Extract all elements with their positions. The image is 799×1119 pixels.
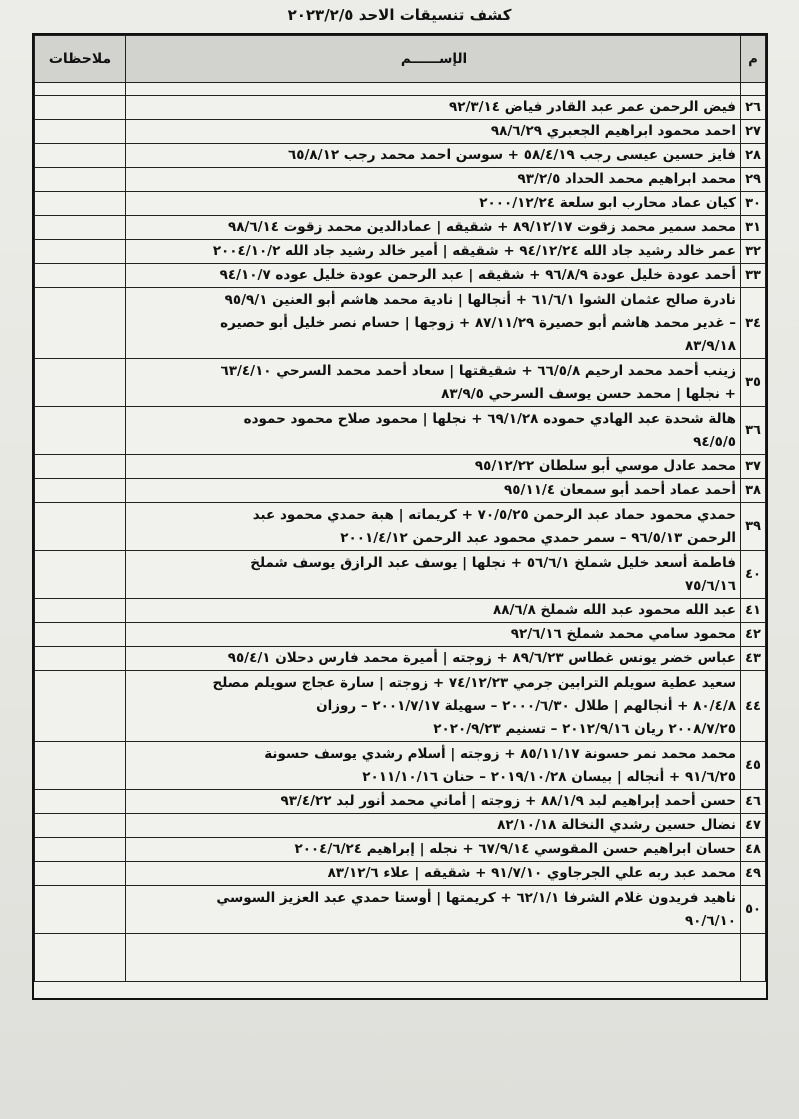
row-name-cell: [126, 790, 741, 814]
name-line: محمد عادل موسي أبو سلطان ٩٥/١٢/٢٢: [474, 458, 736, 474]
table-row: [35, 886, 766, 934]
row-number: ٣٣: [741, 264, 766, 288]
blank-cell: [741, 934, 766, 982]
table-row: [35, 96, 766, 120]
row-number: ٣٢: [741, 240, 766, 264]
row-notes-cell: [35, 168, 126, 192]
row-notes-cell: [35, 647, 126, 671]
row-number: ٣٥: [741, 359, 766, 407]
row-notes-cell: [35, 623, 126, 647]
name-line: أحمد عودة خليل عودة ٩٦/٨/٩ + شقيقه | عبد الرحمن عودة خليل عوده ٩٤/١٠/٧: [219, 267, 736, 283]
row-number: ٤٤: [741, 671, 766, 742]
header-name-label: الإســــــم: [400, 50, 468, 67]
row-notes-cell: [35, 886, 126, 934]
row-notes-cell: [35, 551, 126, 599]
name-line: ٢٠٠٨/٧/٢٥ ريان ٢٠١٢/٩/١٦ – تسنيم ٢٠٢٠/٩/٢٣: [433, 720, 736, 737]
name-line: فايز حسين عيسى رجب ٥٨/٤/١٩ + سوسن احمد محمد رجب ٦٥/٨/١٢: [288, 147, 736, 163]
row-notes-cell: [35, 96, 126, 120]
blank-cell: [35, 934, 126, 982]
row-name-cell: [126, 742, 741, 790]
row-notes-cell: [35, 814, 126, 838]
table-body: [35, 83, 766, 982]
row-number: ٤٠: [741, 551, 766, 599]
name-line: عباس خضر يونس غطاس ٨٩/٦/٢٣ + زوجته | أميرة محمد فارس دحلان ٩٥/٤/١: [227, 650, 736, 666]
row-name-cell: [126, 144, 741, 168]
row-name-cell: [126, 886, 741, 934]
row-number: ٤٧: [741, 814, 766, 838]
row-notes-cell: [35, 264, 126, 288]
name-line: محمد محمد نمر حسونة ٨٥/١١/١٧ + زوجته | أسلام رشدي يوسف حسونة: [264, 745, 736, 762]
row-notes-cell: [35, 288, 126, 359]
row-name-cell: [126, 623, 741, 647]
table-row: [35, 742, 766, 790]
name-line: – غدير محمد هاشم أبو حصيرة ٨٧/١١/٢٩ + زوجها | حسام نصر خليل أبو حصيره: [220, 314, 736, 331]
row-notes-cell: [35, 862, 126, 886]
header-name: [126, 36, 741, 83]
row-notes-cell: [35, 120, 126, 144]
table-row: [35, 814, 766, 838]
row-notes-cell: [35, 407, 126, 455]
row-number: ٣٤: [741, 288, 766, 359]
row-name-cell: [126, 407, 741, 455]
name-line: محمود سامي محمد شملخ ٩٢/٦/١٦: [510, 626, 736, 642]
row-name-cell: [126, 479, 741, 503]
row-name-cell: [126, 814, 741, 838]
table-row: [35, 647, 766, 671]
row-number: ٤١: [741, 599, 766, 623]
table-row: [35, 264, 766, 288]
table-row: [35, 623, 766, 647]
row-name-cell: [126, 120, 741, 144]
row-name-cell: [126, 96, 741, 120]
name-line: عمر خالد رشيد جاد الله ٩٤/١٢/٢٤ + شقيقه | أمير خالد رشيد جاد الله ٢٠٠٤/١٠/٢: [212, 243, 736, 259]
header-notes: ملاحظات: [35, 36, 126, 83]
name-line: نادرة صالح عثمان الشوا ٦١/٦/١ + أنجالها | نادية محمد هاشم أبو العنين ٩٥/٩/١: [224, 291, 736, 308]
row-notes-cell: [35, 479, 126, 503]
name-line: فيض الرحمن عمر عبد القادر فياض ٩٢/٣/١٤: [448, 99, 736, 115]
row-number: ٢٦: [741, 96, 766, 120]
table-row: [35, 503, 766, 551]
name-line: سعيد عطية سويلم الترابين جرمي ٧٤/١٢/٢٣ + زوجته | سارة عجاج سويلم مصلح: [212, 674, 736, 691]
row-name-cell: [126, 551, 741, 599]
name-line: ٨٠/٤/٨ + أنجالهم | طلال ٢٠٠٠/٦/٣٠ – سهيلة ٢٠٠١/٧/١٧ – روزان: [316, 697, 736, 714]
name-line: ٧٥/٦/١٦: [684, 577, 736, 594]
row-number: ٤٣: [741, 647, 766, 671]
row-notes-cell: [35, 240, 126, 264]
row-name-cell: [126, 288, 741, 359]
row-number: ٢٧: [741, 120, 766, 144]
name-line: احمد محمود ابراهيم الجعبري ٩٨/٦/٢٩: [490, 123, 736, 139]
table-row: [35, 551, 766, 599]
name-line: الرحمن ٩٦/٥/١٣ – سمر حمدي محمود عبد الرحمن ٢٠٠١/٤/١٢: [340, 529, 736, 546]
row-name-cell: [126, 862, 741, 886]
name-line: حسن أحمد إبراهيم لبد ٨٨/١/٩ + زوجته | أماني محمد أنور لبد ٩٣/٤/٢٢: [280, 793, 736, 809]
table-row: [35, 144, 766, 168]
row-name-cell: [126, 240, 741, 264]
row-notes-cell: [35, 671, 126, 742]
table-row: [35, 168, 766, 192]
row-number: ٤٢: [741, 623, 766, 647]
name-line: أحمد عماد أحمد أبو سمعان ٩٥/١١/٤: [504, 482, 736, 498]
table-row: [35, 838, 766, 862]
row-name-cell: [126, 168, 741, 192]
name-line: حسان ابراهيم حسن المقوسي ٦٧/٩/١٤ + نجله | إبراهيم ٢٠٠٤/٦/٢٤: [294, 841, 736, 857]
row-name-cell: [126, 671, 741, 742]
header-number: م: [741, 36, 766, 83]
name-line: ٩٠/٦/١٠: [684, 912, 736, 929]
row-number: ٣٩: [741, 503, 766, 551]
row-number: ٢٩: [741, 168, 766, 192]
table-row: [35, 192, 766, 216]
row-name-cell: [126, 455, 741, 479]
blank-row: [35, 934, 766, 982]
row-name-cell: [126, 838, 741, 862]
page-title: كشف تنسيقات الاحد ٢٠٢٣/٢/٥: [287, 6, 512, 24]
row-number: ٤٨: [741, 838, 766, 862]
name-line: ٨٣/٩/١٨: [684, 337, 736, 354]
row-number: ٣٦: [741, 407, 766, 455]
row-notes-cell: [35, 790, 126, 814]
name-line: نضال حسين رشدي النخالة ٨٢/١٠/١٨: [497, 817, 736, 833]
name-line: كيان عماد محارب ابو سلعة ٢٠٠٠/١٢/٢٤: [479, 195, 736, 211]
row-number: ٣٧: [741, 455, 766, 479]
row-notes-cell: [35, 742, 126, 790]
row-number: ٣١: [741, 216, 766, 240]
name-line: فاطمة أسعد خليل شملخ ٥٦/٦/١ + نجلها | يوسف عبد الرازق يوسف شملخ: [250, 554, 736, 571]
table-row: [35, 407, 766, 455]
row-notes-cell: [35, 216, 126, 240]
table-row: [35, 216, 766, 240]
name-line: عبد الله محمود عبد الله شملخ ٨٨/٦/٨: [493, 602, 736, 618]
row-name-cell: [126, 599, 741, 623]
row-notes-cell: [35, 359, 126, 407]
row-notes-cell: [35, 144, 126, 168]
row-name-cell: [126, 216, 741, 240]
name-line: ٩٤/٥/٥: [693, 433, 736, 450]
blank-cell: [126, 934, 741, 982]
table-row: [35, 790, 766, 814]
blank-row: [35, 83, 766, 96]
row-name-cell: [126, 192, 741, 216]
table-row: [35, 862, 766, 886]
table-row: [35, 671, 766, 742]
name-line: محمد ابراهيم محمد الحداد ٩٣/٢/٥: [517, 171, 736, 187]
name-line: + نجلها | محمد حسن يوسف السرحي ٨٣/٩/٥: [441, 385, 736, 402]
table-row: [35, 288, 766, 359]
row-number: ٤٥: [741, 742, 766, 790]
name-line: ٩١/٦/٢٥ + أنجاله | بيسان ٢٠١٩/١٠/٢٨ – حنان ٢٠١١/١٠/١٦: [362, 768, 736, 785]
row-number: ٤٩: [741, 862, 766, 886]
table-row: [35, 455, 766, 479]
row-number: ٣٠: [741, 192, 766, 216]
name-line: محمد عبد ربه علي الجرجاوي ٩١/٧/١٠ + شقيقه | علاء ٨٣/١٢/٦: [327, 865, 736, 881]
row-notes-cell: [35, 503, 126, 551]
table-row: [35, 120, 766, 144]
name-line: محمد سمير محمد زقوت ٨٩/١٢/١٧ + شقيقه | عمادالدين محمد زقوت ٩٨/٦/١٤: [227, 219, 736, 235]
table-row: [35, 599, 766, 623]
name-line: ناهيد فريدون غلام الشرفا ٦٢/١/١ + كريمتها | أوستا حمدي عبد العزيز السوسي: [216, 889, 736, 906]
row-number: ٤٦: [741, 790, 766, 814]
row-number: ٣٨: [741, 479, 766, 503]
name-line: حمدي محمود حماد عبد الرحمن ٧٠/٥/٢٥ + كريماته | هبة حمدي محمود عبد: [252, 506, 736, 523]
row-number: ٥٠: [741, 886, 766, 934]
row-name-cell: [126, 647, 741, 671]
name-line: زينب أحمد محمد ارحيم ٦٦/٥/٨ + شقيقتها | سعاد أحمد محمد السرحي ٦٣/٤/١٠: [220, 362, 736, 379]
row-notes-cell: [35, 838, 126, 862]
coordination-table: [32, 33, 768, 1000]
table-header-row: [35, 36, 766, 83]
table-row: [35, 359, 766, 407]
table-row: [35, 240, 766, 264]
table-row: [35, 479, 766, 503]
row-name-cell: [126, 264, 741, 288]
row-notes-cell: [35, 192, 126, 216]
row-number: ٢٨: [741, 144, 766, 168]
row-name-cell: [126, 359, 741, 407]
row-notes-cell: [35, 455, 126, 479]
row-name-cell: [126, 503, 741, 551]
name-line: هالة شحدة عبد الهادي حموده ٦٩/١/٢٨ + نجلها | محمود صلاح محمود حموده: [243, 410, 736, 427]
row-notes-cell: [35, 599, 126, 623]
